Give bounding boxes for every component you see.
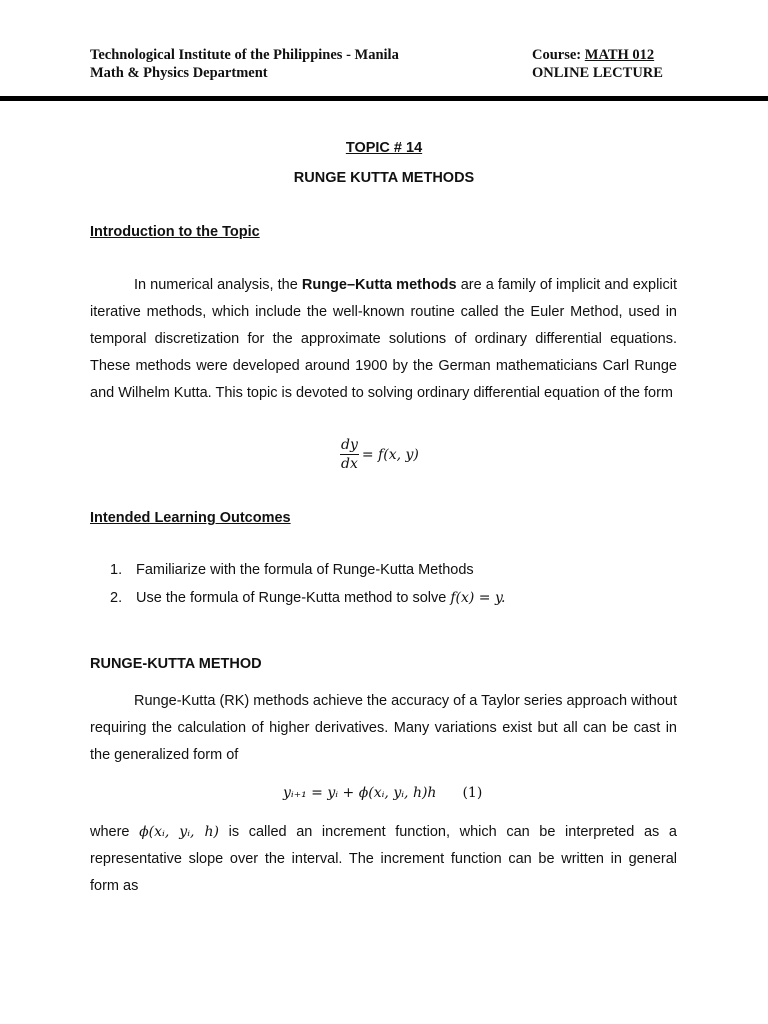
rk-equation-body: yᵢ₊₁ = yᵢ + ϕ(xᵢ, yᵢ, h)h: [283, 785, 437, 801]
topic-number: TOPIC # 14: [345, 140, 423, 156]
document-header-right: [532, 46, 663, 82]
course-code: MATH 012: [584, 47, 655, 63]
equation-number: (1): [462, 785, 483, 801]
rk-paragraph-1: Runge-Kutta (RK) methods achieve the accuracy of a Taylor series approach without requiring the calculation of higher derivatives. Many variations exist but all can be cast in the generalized form of: [90, 693, 677, 763]
outcome-item: 1. Familiarize with the formula of Runge-Kutta Methods: [110, 562, 474, 578]
rk-method-heading: RUNGE-KUTTA METHOD: [90, 656, 262, 672]
increment-function-symbol: ϕ(xᵢ, yᵢ, h): [139, 824, 219, 840]
lecture-type: ONLINE LECTURE: [532, 65, 663, 81]
course-line: [532, 46, 663, 64]
header-divider: [0, 96, 768, 101]
introduction-paragraph: In numerical analysis, the Runge–Kutta methods are a family of implicit and explicit iterative methods, which include the well-known routine called the Euler Method, used in temporal discretization for the approximate solutions of ordinary differential equations. These methods were developed around 1900 by the German mathematicians Carl Runge and Wilhelm Kutta. This topic is devoted to solving ordinary differential equation of the form: [90, 277, 678, 401]
outcomes-heading: Intended Learning Outcomes: [90, 510, 291, 526]
course-label: Course:: [532, 47, 585, 63]
document-header-left: [90, 46, 399, 82]
rk-paragraph-2: where ϕ(xᵢ, yᵢ, h) is called an increment function, which can be interpreted as a representative slope over the interval. The increment function can be written in general form as: [90, 824, 677, 894]
department-name: Math & Physics Department: [90, 65, 268, 81]
topic-title: RUNGE KUTTA METHODS: [293, 170, 475, 186]
institute-name: Technological Institute of the Philippines - Manila: [90, 47, 399, 63]
ode-equation: [340, 437, 419, 472]
runge-kutta-bold-term: Runge–Kutta methods: [301, 277, 457, 293]
introduction-heading: Introduction to the Topic: [90, 224, 260, 240]
ode-rhs: = f(x, y): [361, 446, 419, 463]
ode-denominator: dx: [341, 456, 358, 472]
ode-numerator: dy: [341, 437, 358, 453]
rk-general-equation: [283, 785, 482, 801]
outcome-item: 2. Use the formula of Runge-Kutta method to solve f(x) = y.: [110, 590, 506, 606]
